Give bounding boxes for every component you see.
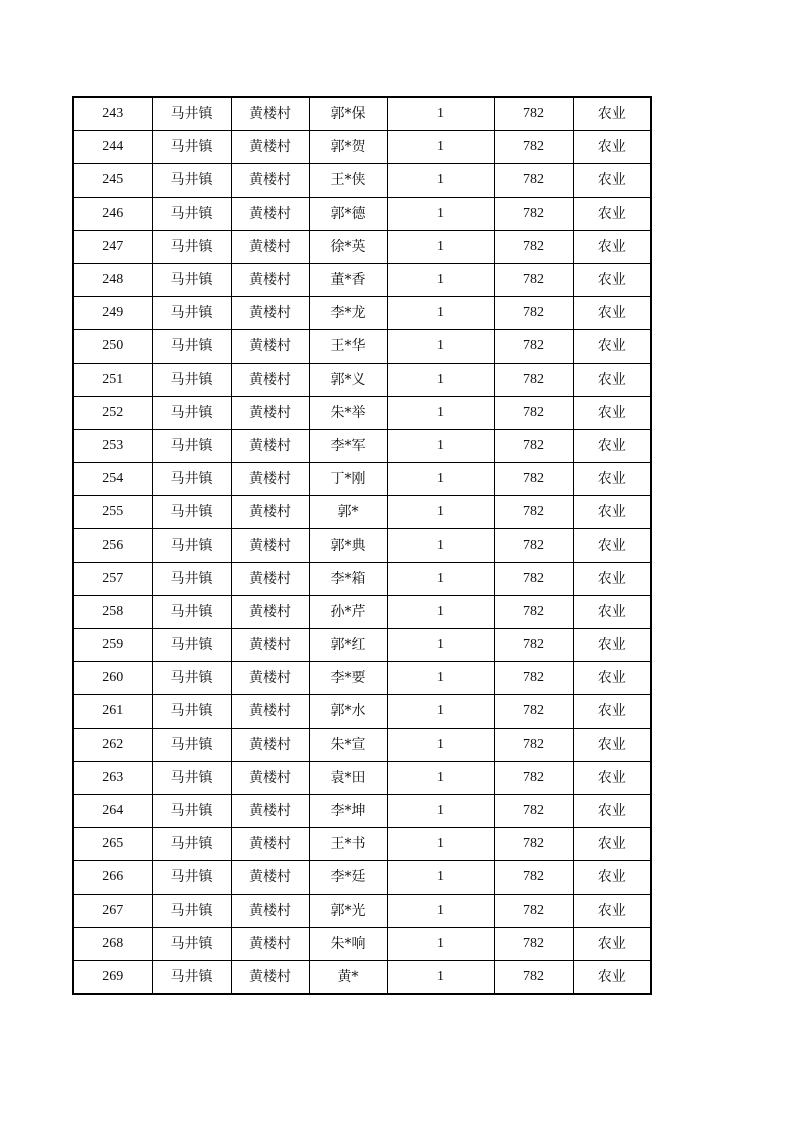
category-cell: 农业 [573, 927, 651, 960]
table-row [73, 463, 651, 496]
amount-cell: 782 [494, 629, 573, 662]
category-cell: 农业 [573, 828, 651, 861]
category-cell: 农业 [573, 363, 651, 396]
amount-cell: 782 [494, 463, 573, 496]
category-cell: 农业 [573, 297, 651, 330]
category-cell: 农业 [573, 695, 651, 728]
name-cell: 董*香 [309, 263, 387, 296]
amount-cell: 782 [494, 728, 573, 761]
village-cell: 黄楼村 [231, 562, 309, 595]
amount-cell: 782 [494, 197, 573, 230]
amount-cell: 782 [494, 861, 573, 894]
village-cell: 黄楼村 [231, 496, 309, 529]
count-cell: 1 [387, 828, 494, 861]
name-cell: 郭*贺 [309, 131, 387, 164]
category-cell: 农业 [573, 960, 651, 994]
serial-number-cell: 259 [73, 629, 152, 662]
count-cell: 1 [387, 861, 494, 894]
village-cell: 黄楼村 [231, 894, 309, 927]
village-cell: 黄楼村 [231, 197, 309, 230]
category-cell: 农业 [573, 662, 651, 695]
village-cell: 黄楼村 [231, 728, 309, 761]
town-cell: 马井镇 [152, 562, 231, 595]
town-cell: 马井镇 [152, 927, 231, 960]
table-row [73, 496, 651, 529]
count-cell: 1 [387, 297, 494, 330]
serial-number-cell: 244 [73, 131, 152, 164]
serial-number-cell: 247 [73, 230, 152, 263]
town-cell: 马井镇 [152, 463, 231, 496]
category-cell: 农业 [573, 330, 651, 363]
amount-cell: 782 [494, 662, 573, 695]
category-cell: 农业 [573, 894, 651, 927]
village-cell: 黄楼村 [231, 529, 309, 562]
count-cell: 1 [387, 330, 494, 363]
table-row [73, 230, 651, 263]
town-cell: 马井镇 [152, 97, 231, 131]
amount-cell: 782 [494, 927, 573, 960]
name-cell: 黄* [309, 960, 387, 994]
serial-number-cell: 262 [73, 728, 152, 761]
town-cell: 马井镇 [152, 828, 231, 861]
category-cell: 农业 [573, 230, 651, 263]
table-row [73, 927, 651, 960]
amount-cell: 782 [494, 396, 573, 429]
category-cell: 农业 [573, 131, 651, 164]
serial-number-cell: 243 [73, 97, 152, 131]
amount-cell: 782 [494, 131, 573, 164]
count-cell: 1 [387, 230, 494, 263]
village-cell: 黄楼村 [231, 595, 309, 628]
serial-number-cell: 250 [73, 330, 152, 363]
name-cell: 郭*红 [309, 629, 387, 662]
serial-number-cell: 269 [73, 960, 152, 994]
town-cell: 马井镇 [152, 595, 231, 628]
table-row [73, 728, 651, 761]
category-cell: 农业 [573, 562, 651, 595]
name-cell: 郭*义 [309, 363, 387, 396]
amount-cell: 782 [494, 263, 573, 296]
count-cell: 1 [387, 396, 494, 429]
table-row [73, 662, 651, 695]
amount-cell: 782 [494, 330, 573, 363]
serial-number-cell: 264 [73, 794, 152, 827]
serial-number-cell: 263 [73, 761, 152, 794]
amount-cell: 782 [494, 363, 573, 396]
serial-number-cell: 252 [73, 396, 152, 429]
village-cell: 黄楼村 [231, 131, 309, 164]
name-cell: 王*华 [309, 330, 387, 363]
table-row [73, 562, 651, 595]
category-cell: 农业 [573, 595, 651, 628]
table-row [73, 595, 651, 628]
amount-cell: 782 [494, 429, 573, 462]
count-cell: 1 [387, 629, 494, 662]
name-cell: 李*军 [309, 429, 387, 462]
village-cell: 黄楼村 [231, 97, 309, 131]
amount-cell: 782 [494, 595, 573, 628]
count-cell: 1 [387, 894, 494, 927]
town-cell: 马井镇 [152, 894, 231, 927]
serial-number-cell: 245 [73, 164, 152, 197]
serial-number-cell: 253 [73, 429, 152, 462]
town-cell: 马井镇 [152, 695, 231, 728]
town-cell: 马井镇 [152, 230, 231, 263]
category-cell: 农业 [573, 463, 651, 496]
village-cell: 黄楼村 [231, 363, 309, 396]
count-cell: 1 [387, 363, 494, 396]
table-row [73, 164, 651, 197]
table-row [73, 894, 651, 927]
village-cell: 黄楼村 [231, 396, 309, 429]
count-cell: 1 [387, 164, 494, 197]
name-cell: 李*廷 [309, 861, 387, 894]
village-cell: 黄楼村 [231, 463, 309, 496]
town-cell: 马井镇 [152, 396, 231, 429]
serial-number-cell: 255 [73, 496, 152, 529]
table-row [73, 828, 651, 861]
name-cell: 王*侠 [309, 164, 387, 197]
table-row [73, 263, 651, 296]
village-cell: 黄楼村 [231, 297, 309, 330]
count-cell: 1 [387, 529, 494, 562]
count-cell: 1 [387, 131, 494, 164]
name-cell: 朱*响 [309, 927, 387, 960]
serial-number-cell: 257 [73, 562, 152, 595]
count-cell: 1 [387, 761, 494, 794]
serial-number-cell: 246 [73, 197, 152, 230]
table-row [73, 297, 651, 330]
count-cell: 1 [387, 562, 494, 595]
category-cell: 农业 [573, 429, 651, 462]
village-cell: 黄楼村 [231, 230, 309, 263]
count-cell: 1 [387, 263, 494, 296]
count-cell: 1 [387, 960, 494, 994]
count-cell: 1 [387, 728, 494, 761]
name-cell: 王*书 [309, 828, 387, 861]
table-row [73, 363, 651, 396]
serial-number-cell: 249 [73, 297, 152, 330]
name-cell: 孙*芹 [309, 595, 387, 628]
amount-cell: 782 [494, 496, 573, 529]
category-cell: 农业 [573, 97, 651, 131]
town-cell: 马井镇 [152, 960, 231, 994]
town-cell: 马井镇 [152, 297, 231, 330]
count-cell: 1 [387, 695, 494, 728]
serial-number-cell: 260 [73, 662, 152, 695]
category-cell: 农业 [573, 263, 651, 296]
amount-cell: 782 [494, 97, 573, 131]
town-cell: 马井镇 [152, 728, 231, 761]
town-cell: 马井镇 [152, 131, 231, 164]
village-cell: 黄楼村 [231, 662, 309, 695]
amount-cell: 782 [494, 164, 573, 197]
village-cell: 黄楼村 [231, 960, 309, 994]
town-cell: 马井镇 [152, 629, 231, 662]
name-cell: 郭*德 [309, 197, 387, 230]
name-cell: 丁*刚 [309, 463, 387, 496]
town-cell: 马井镇 [152, 496, 231, 529]
table-row [73, 97, 651, 131]
town-cell: 马井镇 [152, 861, 231, 894]
village-cell: 黄楼村 [231, 330, 309, 363]
category-cell: 农业 [573, 164, 651, 197]
town-cell: 马井镇 [152, 263, 231, 296]
name-cell: 李*龙 [309, 297, 387, 330]
name-cell: 郭*典 [309, 529, 387, 562]
table-row [73, 429, 651, 462]
name-cell: 徐*英 [309, 230, 387, 263]
count-cell: 1 [387, 463, 494, 496]
amount-cell: 782 [494, 230, 573, 263]
name-cell: 郭*水 [309, 695, 387, 728]
category-cell: 农业 [573, 761, 651, 794]
serial-number-cell: 265 [73, 828, 152, 861]
village-cell: 黄楼村 [231, 695, 309, 728]
category-cell: 农业 [573, 529, 651, 562]
town-cell: 马井镇 [152, 662, 231, 695]
roster-table [72, 96, 652, 995]
amount-cell: 782 [494, 695, 573, 728]
village-cell: 黄楼村 [231, 828, 309, 861]
serial-number-cell: 267 [73, 894, 152, 927]
town-cell: 马井镇 [152, 197, 231, 230]
table-row [73, 197, 651, 230]
serial-number-cell: 261 [73, 695, 152, 728]
serial-number-cell: 266 [73, 861, 152, 894]
table-row [73, 396, 651, 429]
count-cell: 1 [387, 662, 494, 695]
town-cell: 马井镇 [152, 363, 231, 396]
category-cell: 农业 [573, 861, 651, 894]
serial-number-cell: 258 [73, 595, 152, 628]
name-cell: 郭*保 [309, 97, 387, 131]
category-cell: 农业 [573, 629, 651, 662]
category-cell: 农业 [573, 794, 651, 827]
amount-cell: 782 [494, 894, 573, 927]
table-row [73, 794, 651, 827]
village-cell: 黄楼村 [231, 794, 309, 827]
roster-sheet [72, 96, 652, 995]
amount-cell: 782 [494, 529, 573, 562]
village-cell: 黄楼村 [231, 761, 309, 794]
table-row [73, 695, 651, 728]
name-cell: 郭*光 [309, 894, 387, 927]
amount-cell: 782 [494, 562, 573, 595]
amount-cell: 782 [494, 794, 573, 827]
name-cell: 朱*举 [309, 396, 387, 429]
name-cell: 袁*田 [309, 761, 387, 794]
table-row [73, 330, 651, 363]
amount-cell: 782 [494, 828, 573, 861]
name-cell: 李*箱 [309, 562, 387, 595]
town-cell: 马井镇 [152, 330, 231, 363]
table-row [73, 529, 651, 562]
name-cell: 朱*宣 [309, 728, 387, 761]
village-cell: 黄楼村 [231, 164, 309, 197]
amount-cell: 782 [494, 297, 573, 330]
category-cell: 农业 [573, 496, 651, 529]
name-cell: 李*要 [309, 662, 387, 695]
serial-number-cell: 251 [73, 363, 152, 396]
town-cell: 马井镇 [152, 429, 231, 462]
town-cell: 马井镇 [152, 794, 231, 827]
table-row [73, 861, 651, 894]
category-cell: 农业 [573, 197, 651, 230]
table-row [73, 960, 651, 994]
count-cell: 1 [387, 97, 494, 131]
table-row [73, 761, 651, 794]
count-cell: 1 [387, 595, 494, 628]
village-cell: 黄楼村 [231, 629, 309, 662]
village-cell: 黄楼村 [231, 263, 309, 296]
count-cell: 1 [387, 927, 494, 960]
category-cell: 农业 [573, 728, 651, 761]
count-cell: 1 [387, 197, 494, 230]
village-cell: 黄楼村 [231, 429, 309, 462]
amount-cell: 782 [494, 761, 573, 794]
count-cell: 1 [387, 429, 494, 462]
category-cell: 农业 [573, 396, 651, 429]
table-row [73, 629, 651, 662]
roster-body [73, 97, 651, 994]
town-cell: 马井镇 [152, 761, 231, 794]
name-cell: 郭* [309, 496, 387, 529]
town-cell: 马井镇 [152, 164, 231, 197]
village-cell: 黄楼村 [231, 927, 309, 960]
table-row [73, 131, 651, 164]
town-cell: 马井镇 [152, 529, 231, 562]
serial-number-cell: 268 [73, 927, 152, 960]
count-cell: 1 [387, 794, 494, 827]
amount-cell: 782 [494, 960, 573, 994]
name-cell: 李*坤 [309, 794, 387, 827]
serial-number-cell: 248 [73, 263, 152, 296]
serial-number-cell: 256 [73, 529, 152, 562]
count-cell: 1 [387, 496, 494, 529]
village-cell: 黄楼村 [231, 861, 309, 894]
serial-number-cell: 254 [73, 463, 152, 496]
